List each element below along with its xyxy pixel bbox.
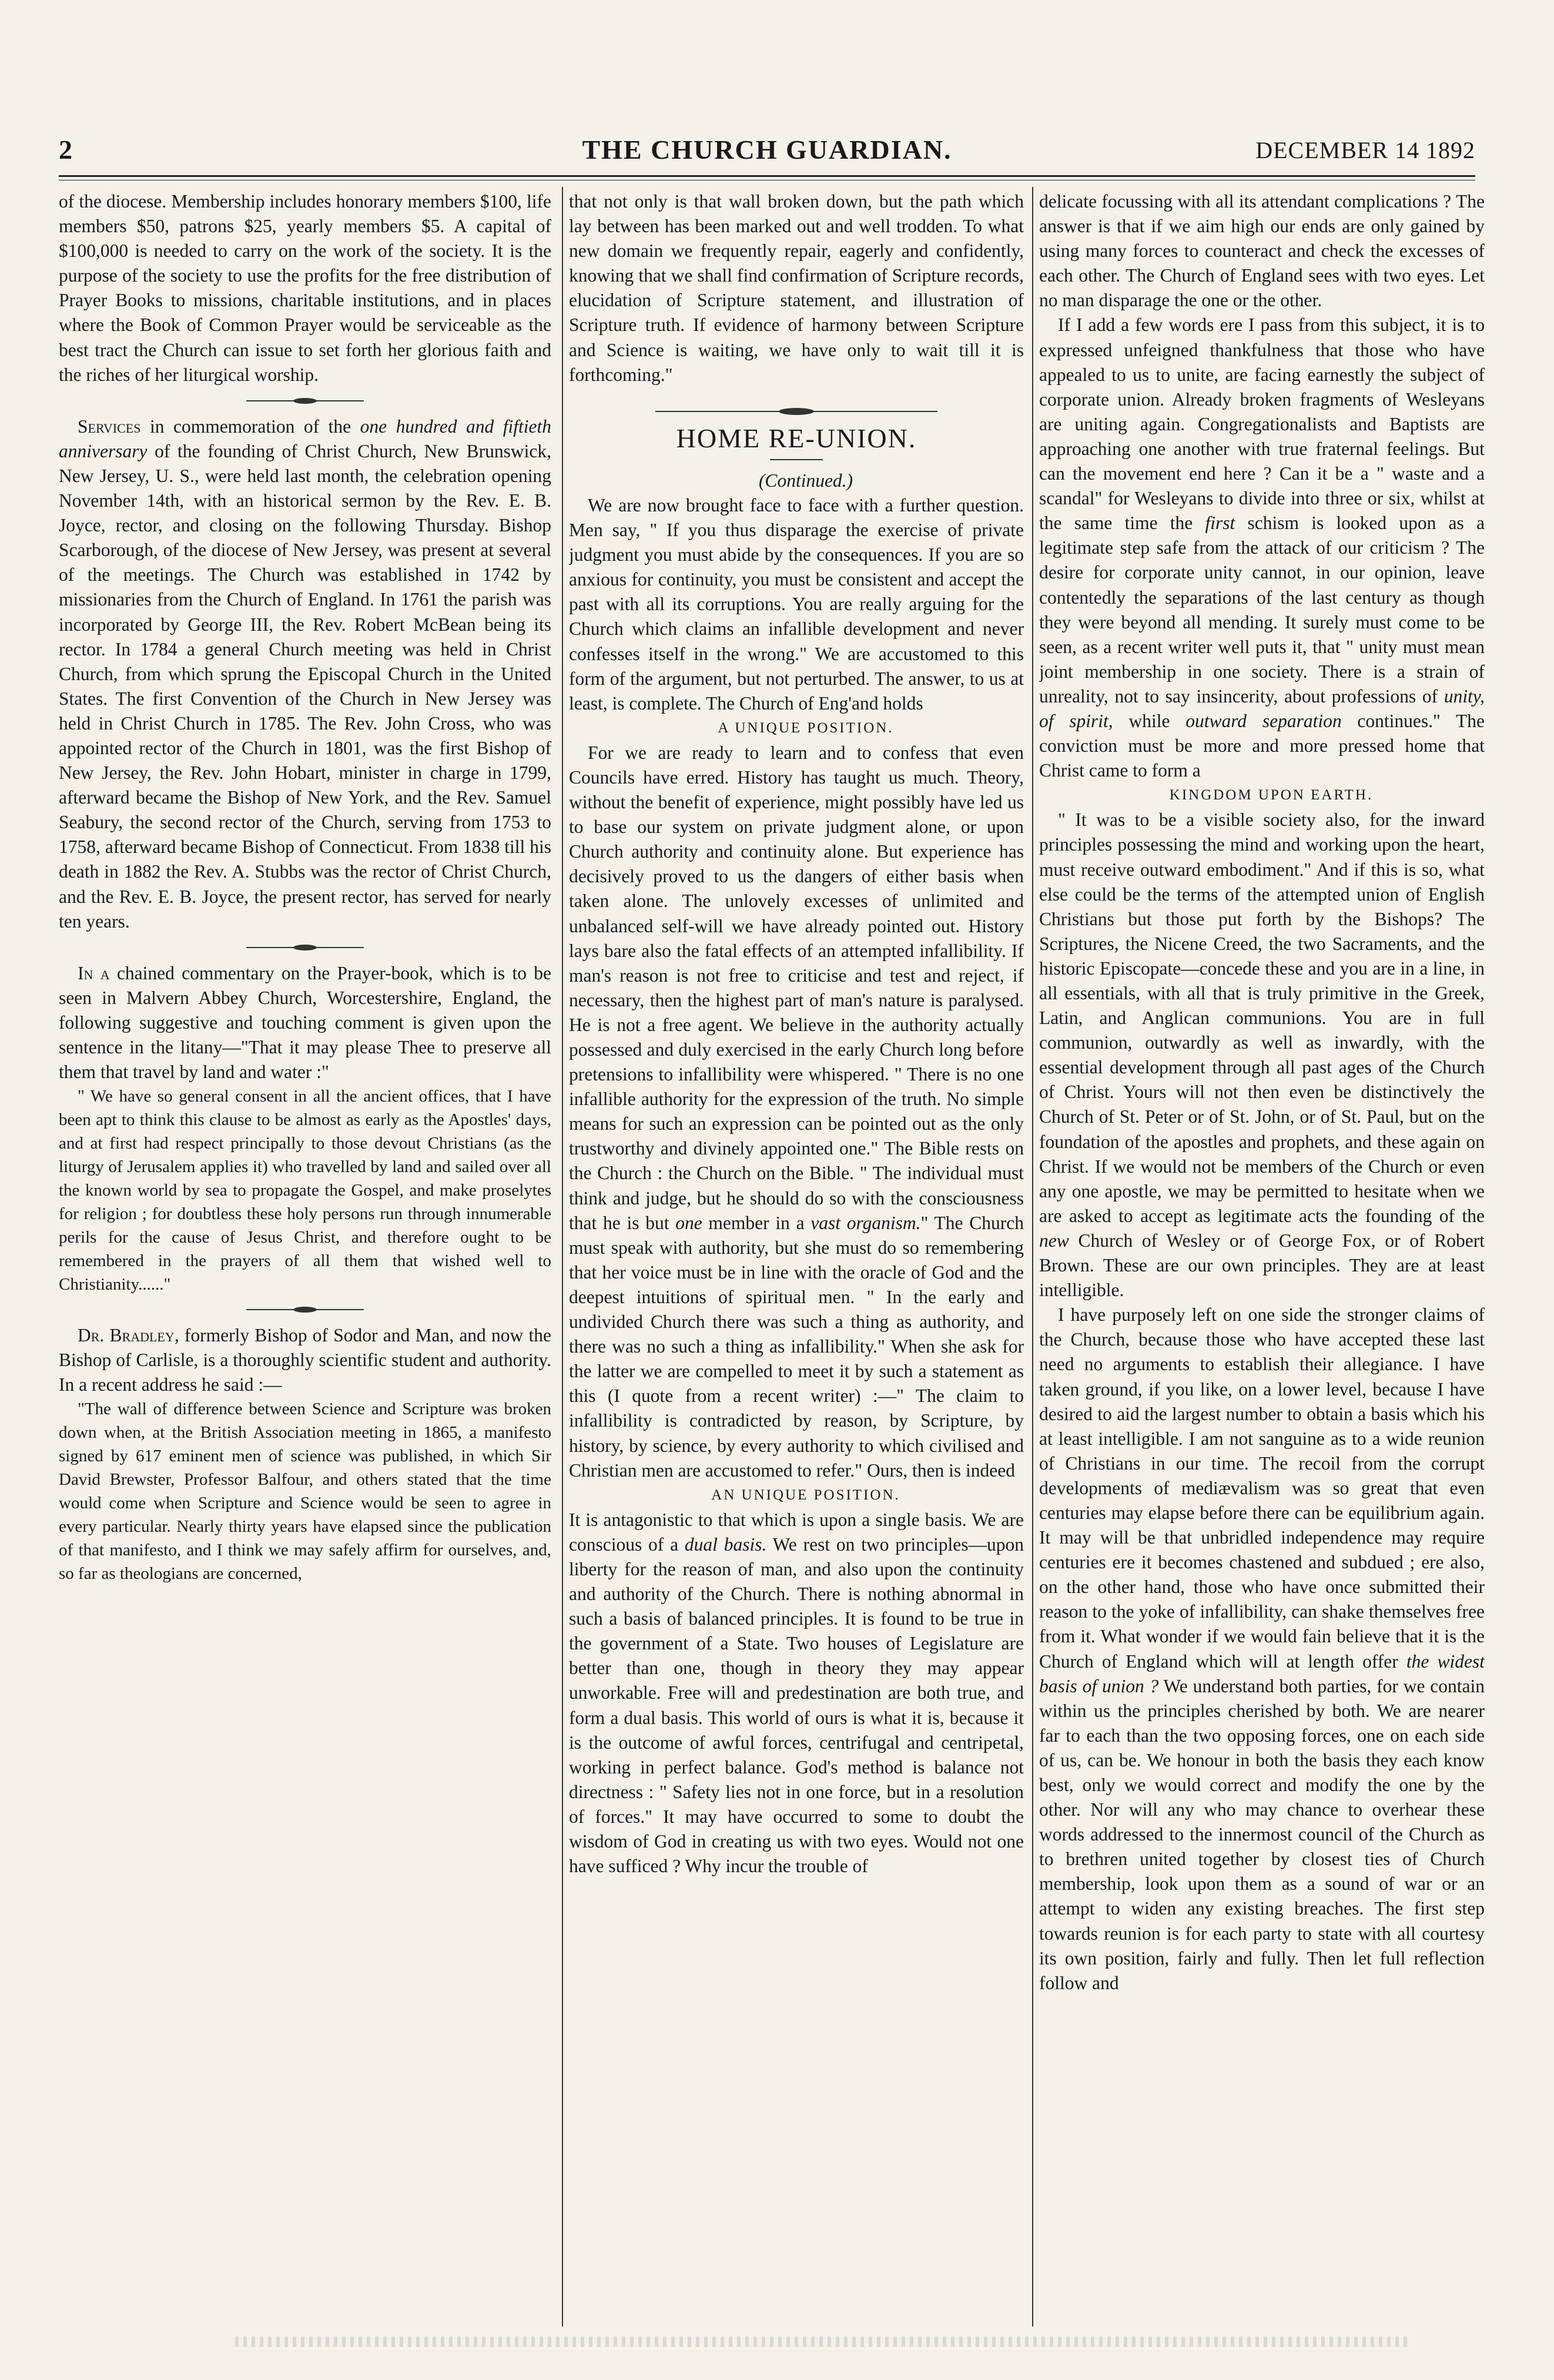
text-run: It is antagonistic to that which is upon a single basis. We are conscious of a <box>569 1509 1024 1555</box>
text-run: " It was to be a visible society also, for the inward principles possessing the mind and working upon the heart, must receive outward embodiment." And if this is so, what else could be the terms of the attempted union of English Christians but those put forth by the Bishops? The Scriptures, the Nicene Creed, the two Sacraments, and the historic Episcopate—concede these and you are in a line, in all essentials, with all that is truly primitive in the Greek, Latin, and Anglican communions. You are in full communion, outwardly as well as inwardly, with the essential development through all past ages of the Church of Christ. Yours will not then even be distinctively the Church of St. Peter or of St. John, or of St. Paul, but on the foundation of the apostles and prophets, and these again on Christ. If we would not be members of the Church or even any one apostle, we may be permitted to hesitate when we are asked to accept as legitimate acts the founding of the <box>1039 809 1485 1226</box>
paragraph <box>59 961 551 1084</box>
paragraph <box>569 1508 1024 1879</box>
quote-paragraph: "The wall of difference between Science and Scripture was broken down when, at the British Association meeting in 1865, a manifesto signed by 617 eminent men of science was published, in which Sir David Brewster, Professor Balfour, and others stated that the time would come when Scripture and Science would be seen to agree in every particular. Nearly thirty years have elapsed since the publication of that manifesto, and I think we may safely affirm for ourselves, and, so far as theologians are concerned, <box>59 1400 551 1584</box>
italic-text: first <box>1205 513 1235 534</box>
short-rule <box>770 459 823 460</box>
italic-text: new <box>1039 1230 1069 1251</box>
column-3 <box>1039 189 1485 2329</box>
paragraph: We are now brought face to face with a further question. Men say, " If you thus disparage the exercise of private judgment you must abide by the consequences. If you are so anxious for continuity, you must be consistent and accept the past with all its corruptions. You are really arguing for the Church which claims an infallible development and never confesses itself in the wrong." We are accustomed to this form of the argument, but not perturbed. The answer, to us at least, is complete. The Church of Eng'and holds <box>569 494 1024 714</box>
italic-text: one hundred and fiftieth anniversary <box>59 416 551 461</box>
subheading: A UNIQUE POSITION. <box>718 719 894 736</box>
italic-text: one <box>675 1212 702 1233</box>
italic-text: dual basis. <box>684 1534 767 1555</box>
italic-text: vast organism. <box>811 1212 921 1233</box>
continued-note: (Continued.) <box>758 470 853 491</box>
separator <box>246 400 364 401</box>
text-run: If I add a few words ere I pass from this subject, it is to expressed unfeigned thankfulness that those who have appealed to us to unite, are facing earnestly the subject of corporate union. Already broken fragments of Wesleyans are uniting again. Congregationalists and Baptists are approaching one another with true fraternal feelings. But can the movement end here ? Can it be a " waste and a scandal" for Wesleyans to divide into three or six, whilst at the same time the <box>1039 314 1485 534</box>
text-run: chained commentary on the Prayer-book, which is to be seen in Malvern Abbey Church, Worcestershire, England, the following suggestive and touching comment is given upon the sentence in the litany—"That it may please Thee to preserve all them that travel by land and water :" <box>59 962 551 1083</box>
separator <box>246 947 364 948</box>
italic-text: outward separation <box>1185 710 1342 731</box>
quote-paragraph: " We have so general consent in all the ancient offices, that I have been apt to think this clause to be almost as early as the Apostles' days, and at first had respect principally to those devout Christians (as the liturgy of Jerusalem applies it) who travelled by land and sailed over all the known world by sea to propagate the Gospel, and make proselytes for religion ; for doubtless these holy persons run through innumerable perils for the cause of Jesus Christ, and therefore ought to be remembered in the prayers of all them that wished well to Christianity......" <box>59 1087 551 1294</box>
header-rule <box>59 175 1475 177</box>
italic-text: unity, of spirit, <box>1039 685 1485 731</box>
masthead-title: THE CHURCH GUARDIAN. <box>582 135 952 165</box>
paragraph: delicate focussing with all its attendant complications ? The answer is that if we aim high our ends are only gained by using many forces to counteract and check the excesses of each other. The Church of England sees with two eyes. Let no man disparage the one or the other. <box>1039 191 1485 311</box>
text-run: We understand both parties, for we contain within us the principles cherished by both. We are nearer far to each than the two opposing forces, one on each side of us, can be. We honour in both the basis they each know best, only we would correct and modify the one by the other. Nor will any who may chance to overhear these words addressed to the innermost council of the Church as to brethren united together by closest ties of Church membership, look upon them as a sound of war or an attempt to widen any existing breaches. The first step towards reunion is for each party to state with all courtesy its own position, fairly and fully. Then let full reflection follow and <box>1039 1675 1485 1993</box>
paragraph <box>569 741 1024 1483</box>
column-divider-2 <box>1032 187 1033 2327</box>
italic-text: the widest basis of union ? <box>1039 1651 1485 1696</box>
paragraph <box>1039 313 1485 783</box>
lead-word: Services <box>78 416 141 437</box>
paragraph <box>59 414 551 934</box>
paragraph <box>1039 808 1485 1303</box>
lead-word: In a <box>78 962 110 983</box>
text-run: For we are ready to learn and to confess that even Councils have erred. History has taught us much. Theory, without the benefit of experience, might possibly have led us to base our system on private judgment alone, or upon Church authority and continuity alone. But experience has decisively proved to us the dangers of either basis when taken alone. The unlovely excesses of unlimited and unbalanced self-will we have already pointed out. History lays bare also the fatal effects of an attempted infallibility. If man's reason is not free to criticise and test and reject, if necessary, then the highest part of man's nature is paralysed. He is not a free agent. We believe in the authority actually possessed and duly exercised in the early Church long before pretensions to infallibility were whispered. " There is no one infallible authority for the expression of the truth. No simple means for such an expression can be pointed out as the only trustworthy and divinely appointed one." The Bible rests on the Church : the Church on the Bible. " The individual must think and judge, but he should do so with the consciousness that he is but <box>569 742 1024 1233</box>
section-title: HOME RE-UNION. <box>676 423 917 453</box>
column-1 <box>59 189 551 2329</box>
subheading: KINGDOM UPON EARTH. <box>1169 787 1374 804</box>
text-run: of the founding of Christ Church, New Brunswick, New Jersey, U. S., were held last month, the celebration opening November 14th, with an historical sermon by the Rev. E. B. Joyce, rector, and closing on the following Thursday. Bishop Scarborough, of the diocese of New Jersey, was present at several of the meetings. The Church was established in 1742 by missionaries from the Church of England. In 1761 the parish was incorporated by George III, the Rev. Robert McBean being its rector. In 1784 a general Church meeting was held in Christ Church, from which sprung the Episcopal Church in the United States. The first Convention of the Church in New Jersey was held in Christ Church in 1785. The Rev. John Cross, who was appointed rector of the Church in 1801, was the first Bishop of New Jersey, the Rev. John Hobart, minister in charge in 1799, afterward became the Bishop of New York, and the Rev. Samuel Seabury, the second rector of the Church, serving from 1753 to 1758, afterward became Bishop of Connecticut. From 1838 till his death in 1882 the Rev. A. Stubbs was the rector of Christ Church, and the Rev. E. B. Joyce, the present rector, has served for nearly ten years. <box>59 440 551 932</box>
paragraph <box>59 1323 551 1397</box>
text-run: schism is looked upon as a legitimate step safe from the attack of our criticism ? The desire for corporate unity cannot, in our opinion, leave contentedly the separations of the last century as though they were beyond all mending. It surely must come to be seen, as a recent writer well puts it, that " unity must mean joint membership in one society. There is a strain of unreality, not to say insincerity, about professions of <box>1039 513 1485 707</box>
paragraph <box>1039 1303 1485 1996</box>
text-run: while <box>1113 710 1186 731</box>
text-run: " The Church must speak with authority, but she must do so remembering that her voice must be in line with the oracle of God and the deepest intuitions of spiritual men. " In the early and undivided Church there was such a thing as authority, and there was no such a thing as infallibility." When she ask for the latter we are compelled to meet it by such a statement as this (I quote from a recent writer) :—" The claim to infallibility is contradicted by reason, by Scripture, by history, by science, by every authority to which civilised and Christian men are accustomed to refer." Ours, then is indeed <box>569 1212 1024 1481</box>
page-header <box>59 134 1475 175</box>
paragraph: of the diocese. Membership includes honorary members $100, life members $50, patrons $25, yearly members $5. A capital of $100,000 is needed to carry on the work of the society. It is the purpose of the society to use the profits for the free distribution of Prayer Books to missions, charitable institutions, and in places where the Book of Common Prayer would be serviceable as the best tract the Church can issue to set forth her glorious faith and the riches of her liturgical worship. <box>59 191 551 385</box>
page-number: 2 <box>59 135 72 165</box>
text-run: in commemoration of the <box>140 416 360 437</box>
text-run: I have purposely left on one side the stronger claims of the Church, because those who have accepted these last need no arguments to establish their allegiance. I have taken ground, if you like, on a lower level, because I have desired to aid the largest number to obtain a basis which his at least intelligible. I am not sanguine as to a wide reunion of Christians in our time. The recoil from the corrupt developments of mediævalism was so great that even centuries may elapse before there can be equilibrium again. It may will be that unbridled independence may require centuries ere it becomes chastened and subdued ; ere also, on the other hand, those who have once submitted their reason to the yoke of infallibility, can shake themselves free from it. What wonder if we would fain believe that it is the Church of England which will at length offer <box>1039 1304 1485 1672</box>
lead-word: Dr. Bradley, <box>78 1325 179 1346</box>
subheading: AN UNIQUE POSITION. <box>711 1487 900 1503</box>
text-run: member in a <box>702 1212 811 1233</box>
paragraph: that not only is that wall broken down, but the path which lay between has been marked out and well trodden. To what new domain we frequently repair, eagerly and confidently, knowing that we shall find confirmation of Scripture records, elucidation of Scripture statement, and illustration of Scripture truth. If evidence of harmony between Scripture and Science is waiting, we have only to wait till it is forthcoming." <box>569 191 1024 385</box>
text-run: Church of Wesley or of George Fox, or of Robert Brown. These are our own principles. They are at least intelligible. <box>1039 1230 1485 1301</box>
text-run: continues." The conviction must be more and more pressed home that Christ came to form a <box>1039 710 1485 781</box>
column-2 <box>569 189 1024 2329</box>
text-run: formerly Bishop of Sodor and Man, and now the Bishop of Carlisle, is a thoroughly scientific student and authority. In a recent address he said :— <box>59 1325 551 1395</box>
issue-date: DECEMBER 14 1892 <box>1255 137 1475 163</box>
bottom-print-smudge <box>235 2337 1411 2347</box>
section-separator <box>655 411 937 412</box>
text-run: We rest on two principles—upon liberty for the reason of man, and also upon the continuity and authority of the Church. There is nothing abnormal in such a basis of balanced principles. It is found to be true in the government of a State. Two houses of Legislature are better than one, though in theory they may appear unworkable. Free will and predestination are both true, and form a dual basis. This world of ours is what it is, because it is the outcome of awful forces, centrifugal and centripetal, working in perfect balance. God's method is balance not directness : " Safety lies not in one force, but in a resolution of forces." It may have occurred to some to doubt the wisdom of God in creating us with two eyes. Would not one have sufficed ? Why incur the trouble of <box>569 1534 1024 1877</box>
column-divider-1 <box>562 187 563 2327</box>
separator <box>246 1309 364 1310</box>
